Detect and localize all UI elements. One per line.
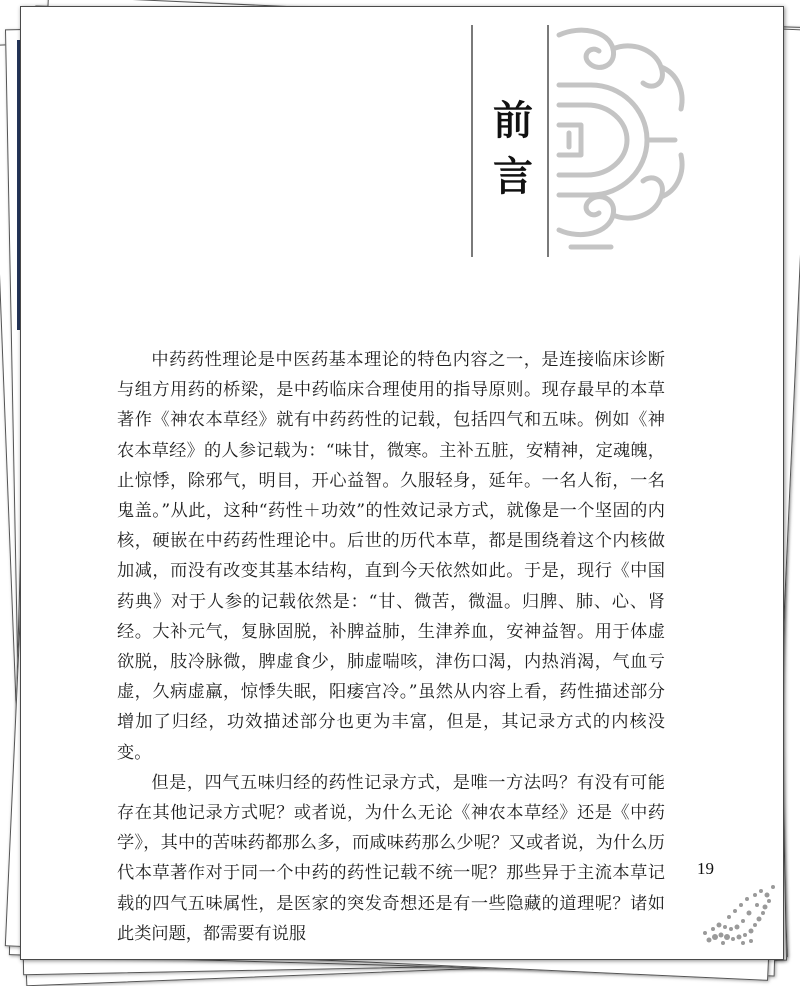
title-rule-left [471,25,473,257]
plant-sketch-icon [685,865,781,949]
title-rule-right [547,25,549,257]
body-text [117,345,665,949]
book-page [20,6,784,960]
title-char: 言 [493,153,533,200]
paragraph: 但是，四气五味归经的药性记录方式，是唯一方法吗？有没有可能存在其他记录方式呢？或者说，为什么无论《神农本草经》还是《中药学》，其中的苦味药都那么多，而咸味药那么少呢？又或者说，为什么历代本草著作对于同一个中药的药性记载不统一呢？那些异于主流本草记载的四气五味属性，是医家的突发奇想还是有一些隐藏的道理呢？诸如此类问题，都需要有说服 [117,772,665,944]
page-title [483,93,543,205]
paragraph: 中药药性理论是中医药基本理论的特色内容之一，是连接临床诊断与组方用药的桥梁，是中药临床合理使用的指导原则。现存最早的本草著作《神农本草经》就有中药药性的记载，包括四气和五味。例如《神农本草经》的人参记载为：“味甘，微寒。主补五脏，安精神，定魂魄，止惊悸，除邪气，明目，开心益智。久服轻身，延年。一名人衔，一名鬼盖。”从此，这种“药性＋功效”的性效记录方式，就像是一个坚固的内核，硬嵌在中药药性理论中。后世的历代本草，都是围绕着这个内核做加减，而没有改变其基本结构，直到今天依然如此。于是，现行《中国药典》对于人参的记载依然是：“甘、微苦，微温。归脾、肺、心、肾经。大补元气，复脉固脱，补脾益肺，生津养血，安神益智。用于体虚欲脱，肢冷脉微，脾虚食少，肺虚喘咳，津伤口渴，内热消渴，气血亏虚，久病虚羸，惊悸失眠，阳痿宫冷。”虽然从内容上看，药性描述部分增加了归经，功效描述部分也更为丰富，但是，其记录方式的内核没变。 [117,350,665,763]
title-char: 前 [493,97,533,144]
cloud-ornament-icon [551,25,691,255]
page-number: 19 [697,859,714,878]
